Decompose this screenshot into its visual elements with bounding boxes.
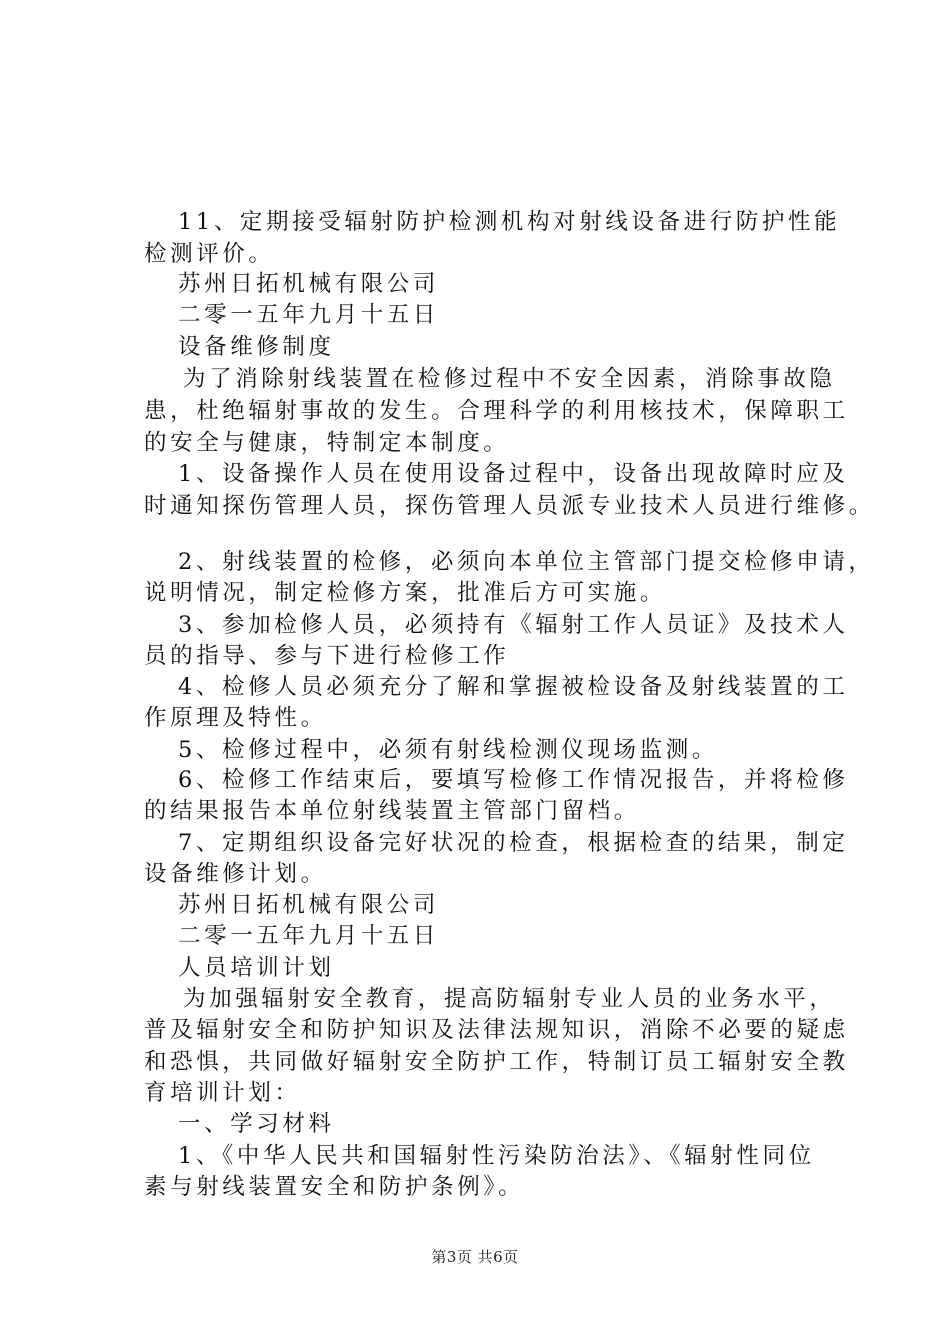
text-line: 4、检修人员必须充分了解和掌握被检设备及射线装置的工 — [178, 674, 849, 700]
text-line: 素与射线装置安全和防护条例》。 — [144, 1174, 525, 1200]
text-line: 和恐惧，共同做好辐射安全防护工作，特制订员工辐射安全教 — [144, 1049, 849, 1075]
text-line: 的结果报告本单位射线装置主管部门留档。 — [144, 798, 640, 824]
text-line: 为了消除射线装置在检修过程中不安全因素，消除事故隐 — [183, 366, 836, 392]
text-line: 1、设备操作人员在使用设备过程中，设备出现故障时应及 — [178, 461, 849, 487]
section-heading: 设备维修制度 — [178, 334, 335, 360]
text-line: 的安全与健康，特制定本制度。 — [144, 430, 510, 456]
text-line: 11、定期接受辐射防护检测机构对射线设备进行防护性能 — [178, 209, 841, 235]
text-line: 作原理及特性。 — [144, 705, 327, 731]
text-line: 说明情况，制定检修方案，批准后方可实施。 — [144, 580, 667, 606]
text-line: 7、定期组织设备完好状况的检查，根据检查的结果，制定 — [178, 830, 849, 856]
text-line: 5、检修过程中，必须有射线检测仪现场监测。 — [178, 737, 718, 763]
text-line: 育培训计划： — [144, 1080, 301, 1106]
company-name: 苏州日拓机械有限公司 — [178, 892, 440, 918]
document-date: 二零一五年九月十五日 — [178, 302, 440, 328]
company-name: 苏州日拓机械有限公司 — [178, 271, 440, 297]
text-line: 时通知探伤管理人员，探伤管理人员派专业技术人员进行维修。 — [144, 493, 875, 519]
page-number: 第3页 共6页 — [431, 1248, 519, 1266]
text-line: 2、射线装置的检修，必须向本单位主管部门提交检修申请， — [178, 549, 875, 575]
text-line: 为加强辐射安全教育，提高防辐射专业人员的业务水平， — [183, 986, 836, 1012]
text-line: 员的指导、参与下进行检修工作 — [144, 643, 510, 669]
section-heading: 人员培训计划 — [178, 955, 335, 981]
text-line: 设备维修计划。 — [144, 861, 327, 887]
document-date: 二零一五年九月十五日 — [178, 923, 440, 949]
section-heading: 一、学习材料 — [178, 1111, 335, 1137]
text-line: 普及辐射安全和防护知识及法律法规知识，消除不必要的疑虑 — [144, 1017, 849, 1043]
text-line: 3、参加检修人员，必须持有《辐射工作人员证》及技术人 — [178, 612, 849, 638]
text-line: 检测评价。 — [144, 241, 275, 267]
text-line: 患，杜绝辐射事故的发生。合理科学的利用核技术，保障职工 — [144, 398, 849, 424]
text-line: 1、《中华人民共和国辐射性污染防治法》、《辐射性同位 — [178, 1143, 815, 1169]
text-line: 6、检修工作结束后，要填写检修工作情况报告，并将检修 — [178, 767, 849, 793]
